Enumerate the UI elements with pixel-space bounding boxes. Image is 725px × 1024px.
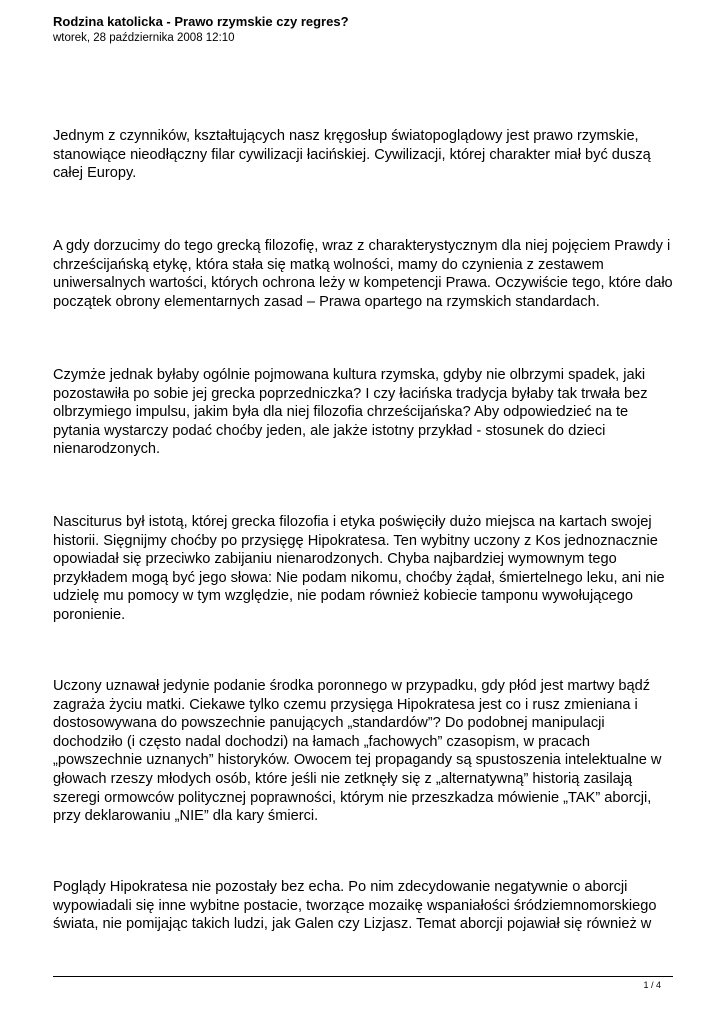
text-line: pozostawiła po sobie jej grecka poprzedniczka? I czy łacińska tradycja byłaby tak trwała bez: [53, 385, 648, 402]
text-line: dostosowywana do powszechnie panujących „standardów”? Do podobnej manipulacji: [53, 715, 605, 732]
page-number: 1 / 4: [643, 980, 661, 990]
text-line: wypowiadali się inne wybitne postacie, tworzące mozaikę wspaniałości śródziemnomorskiego: [53, 897, 657, 914]
text-line: dochodziło (i często nadal dochodzi) na łamach „fachowych” czasopism, w pracach: [53, 733, 590, 750]
paragraph-4: [53, 513, 673, 625]
text-line: przykładem mogą być jego słowa: Nie podam nikomu, choćby żądał, śmiertelnego leku, ani nie: [53, 569, 665, 586]
text-line: Jednym z czynników, kształtujących nasz kręgosłup światopoglądowy jest prawo rzymskie,: [53, 128, 639, 144]
document-date: wtorek, 28 października 2008 12:10: [53, 32, 235, 44]
paragraph-6: [53, 878, 673, 934]
text-line: uniwersalnych wartości, których ochrona leży w kompetencji Prawa. Oczywiście tego, które dało: [53, 275, 673, 292]
text-line: stanowiące nieodłączny filar cywilizacji łacińskiej. Cywilizacji, której charakter miał być duszą: [53, 146, 651, 163]
text-line: A gdy dorzucimy do tego grecką filozofię, wraz z charakterystycznym dla niej pojęciem Prawdy i: [53, 238, 671, 254]
text-line: pytania wystarczy podać choćby jeden, ale jakże istotny przykład - stosunek do dzieci: [53, 422, 606, 439]
paragraph-3: [53, 366, 673, 459]
text-line: świata, nie pomijając takich ludzi, jak Galen czy Lizjasz. Temat aborcji pojawiał się również w: [53, 916, 652, 933]
text-line: zagraża życiu matki. Ciekawe tylko czemu przysięga Hipokratesa jest co i rusz zmieniana i: [53, 696, 638, 713]
text-line: „powszechnie uznanych” historyków. Owocem tej propagandy są spustoszenia intelektualne w: [53, 752, 662, 769]
footer-divider: [53, 976, 673, 977]
text-line: Nasciturus był istotą, której grecka filozofia i etyka poświęciły dużo miejsca na kartach swojej: [53, 514, 652, 530]
text-line: Poglądy Hipokratesa nie pozostały bez echa. Po nim zdecydowanie negatywnie o aborcji: [53, 879, 628, 895]
text-line: przy deklarowaniu „NIE” dla kary śmierci.: [53, 808, 319, 825]
paragraph-2: [53, 237, 673, 311]
text-line: nienarodzonych.: [53, 441, 161, 458]
text-line: opowiadał się przeciwko zabijaniu nienarodzonych. Chyba najbardziej wymownym tego: [53, 551, 617, 568]
document-header: [53, 14, 673, 46]
text-line: poronienie.: [53, 606, 126, 623]
text-line: Czymże jednak byłaby ogólnie pojmowana kultura rzymska, gdyby nie olbrzymi spadek, jaki: [53, 367, 646, 383]
text-line: szeregi ormowców politycznej poprawności, którym nie przeszkadza mówienie „TAK” aborcji,: [53, 789, 652, 806]
text-line: głowach rzeszy młodych osób, które jeśli nie zetknęły się z „alternatywną” historią zasilają: [53, 770, 633, 787]
text-line: całej Europy.: [53, 165, 137, 182]
text-line: udzielę mu pomocy w tym względzie, nie podam również kobiecie tamponu wywołującego: [53, 588, 633, 605]
text-line: początek obrony elementarnych zasad – Prawa opartego na rzymskich standardach.: [53, 293, 600, 310]
text-line: chrześcijańską etykę, która stała się matką wolności, mamy do czynienia z zestawem: [53, 256, 604, 273]
paragraph-5: [53, 677, 673, 826]
text-line: olbrzymiego impulsu, jakim była dla niej filozofia chrześcijańska? Aby odpowiedzieć na te: [53, 404, 629, 421]
text-line: historii. Sięgnijmy choćby po przysięgę Hipokratesa. Ten wybitny uczony z Kos jednoznacznie: [53, 532, 658, 549]
text-line: Uczony uznawał jedynie podanie środka poronnego w przypadku, gdy płód jest martwy bądź: [53, 678, 651, 694]
document-title: Rodzina katolicka - Prawo rzymskie czy regres?: [53, 14, 349, 29]
paragraph-1: [53, 127, 673, 183]
